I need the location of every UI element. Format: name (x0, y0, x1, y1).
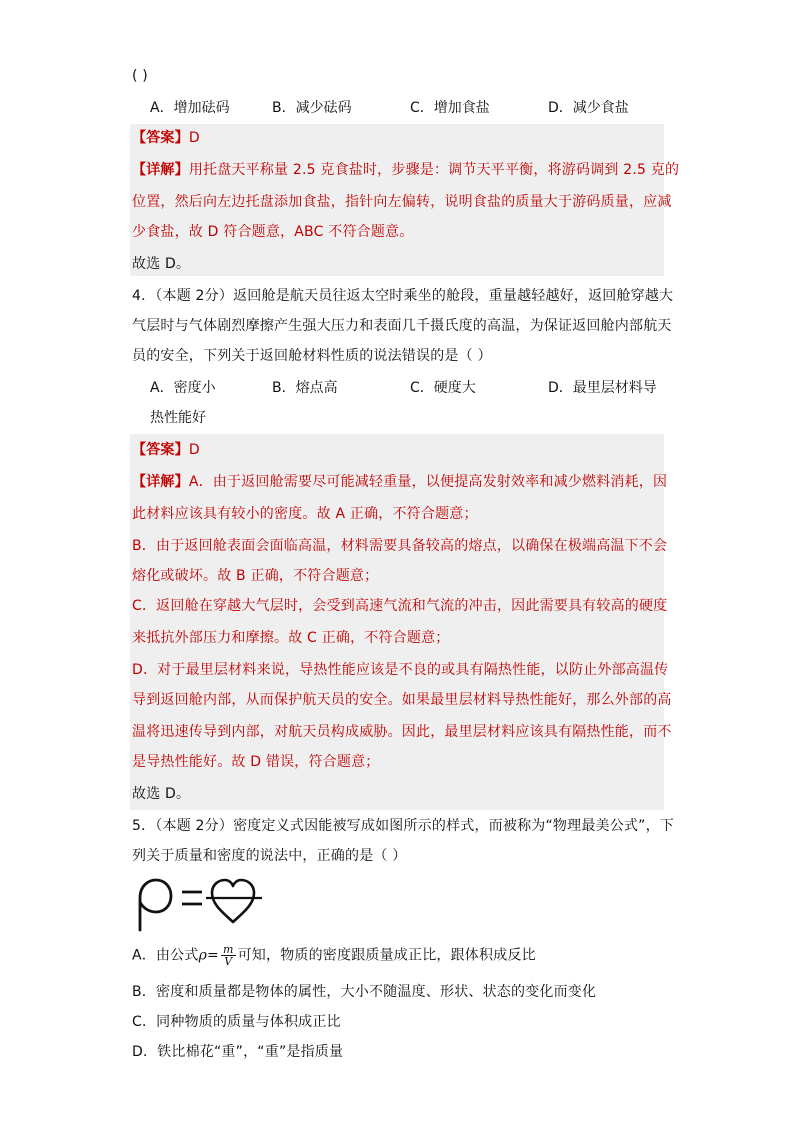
equals-sign: = (207, 947, 219, 964)
q3-option-d: D．减少食盐 (548, 100, 629, 116)
q5-stem-line: 列关于质量和密度的说法中，正确的是（ ） (132, 848, 407, 864)
fraction-numerator: m (222, 943, 234, 956)
q4-option-c: C．硬度大 (410, 380, 476, 396)
q3-conclusion: 故选 D。 (132, 256, 191, 272)
q4-option-b: B．熔点高 (272, 380, 338, 396)
q4-detail-line: C．返回舱在穿越大气层时，会受到高速气流和气流的冲击，因此需要具有较高的硬度 (132, 598, 668, 614)
q3-detail-line: 少食盐，故 D 符合题意，ABC 不符合题意。 (132, 224, 414, 240)
q4-detail-line: D．对于最里层材料来说，导热性能应该是不良的或具有隔热性能，以防止外部高温传 (132, 662, 669, 678)
q4-stem-line: 员的安全，下列关于返回舱材料性质的说法错误的是（ ） (132, 348, 492, 364)
q3-bracket: ( ) (132, 68, 148, 84)
q3-option-b: B．减少砝码 (272, 100, 352, 116)
option-a-prefix: A．由公式 (132, 947, 199, 964)
rho-equals-heart-image (136, 872, 276, 932)
q3-option-a: A．增加砝码 (150, 100, 230, 116)
fraction-denominator: V (224, 955, 233, 968)
q4-stem-line: 气层时与气体剧烈摩擦产生强大压力和表面几千摄氏度的高温，为保证返回舱内部航天 (132, 318, 672, 334)
m-over-v-fraction (221, 944, 236, 967)
detail-text: 用托盘天平称量 2.5 克食盐时，步骤是：调节天平平衡，将游码调到 2.5 克的 (188, 162, 680, 178)
q5-option-b: B．密度和质量都是物体的属性，大小不随温度、形状、状态的变化而变化 (132, 984, 597, 1000)
detail-text: A．由于返回舱需要尽可能减轻重量，以便提高发射效率和减少燃料消耗，因 (188, 474, 668, 490)
q4-stem-line: 4．（本题 2分）返回舱是航天员往返太空时乘坐的舱段，重量越轻越好，返回舱穿越大 (132, 288, 674, 304)
rho-symbol: ρ (198, 947, 208, 964)
answer-tag: 【答案】 (132, 442, 189, 458)
answer-tag: 【答案】 (132, 130, 189, 146)
q4-conclusion: 故选 D。 (132, 786, 191, 802)
q4-detail-line: 导到返回舱内部，从而保护航天员的安全。如果最里层材料导热性能好，那么外部的高 (132, 692, 672, 708)
answer-value: D (188, 130, 200, 146)
q4-detail-line: 是导热性能好。故 D 错误，符合题意； (132, 754, 380, 770)
q4-detail-line: 温将迅速传导到内部，对航天员构成威胁。因此，最里层材料应该具有隔热性能，而不 (132, 724, 672, 740)
detail-tag: 【详解】 (132, 474, 189, 490)
q4-option-a: A．密度小 (150, 380, 216, 396)
q4-detail-line: B．由于返回舱表面会面临高温，材料需要具备较高的熔点，以确保在极端高温下不会 (132, 538, 668, 554)
q4-detail-line: 来抵抗外部压力和摩擦。故 C 正确，不符合题意； (132, 630, 450, 646)
q4-option-d-cont: 热性能好 (150, 410, 206, 426)
option-a-text: 可知，物质的密度跟质量成正比，跟体积成反比 (237, 947, 536, 964)
answer-value: D (188, 442, 200, 458)
q3-detail-line (132, 160, 680, 180)
q5-stem-line: 5．（本题 2分）密度定义式因能被写成如图所示的样式，而被称为“物理最美公式”，下 (132, 818, 674, 834)
q3-detail-line: 位置，然后向左边托盘添加食盐，指针向左偏转，说明食盐的质量大于游码质量，应减 (132, 194, 672, 210)
q3-option-c: C．增加食盐 (410, 100, 490, 116)
q5-option-a (132, 944, 662, 967)
q4-detail-line (132, 472, 668, 492)
q5-option-c: C．同种物质的质量与体积成正比 (132, 1014, 341, 1030)
q4-detail-line: 此材料应该具有较小的密度。故 A 正确，不符合题意； (132, 506, 478, 522)
q4-detail-line: 熔化或破坏。故 B 正确，不符合题意； (132, 568, 379, 584)
q5-option-d: D．铁比棉花“重”，“重”是指质量 (132, 1044, 344, 1060)
q4-answer (132, 440, 662, 460)
beautiful-formula-figure (136, 872, 276, 932)
q3-answer (132, 128, 662, 148)
q4-option-d: D．最里层材料导 (548, 380, 657, 396)
detail-tag: 【详解】 (132, 162, 189, 178)
